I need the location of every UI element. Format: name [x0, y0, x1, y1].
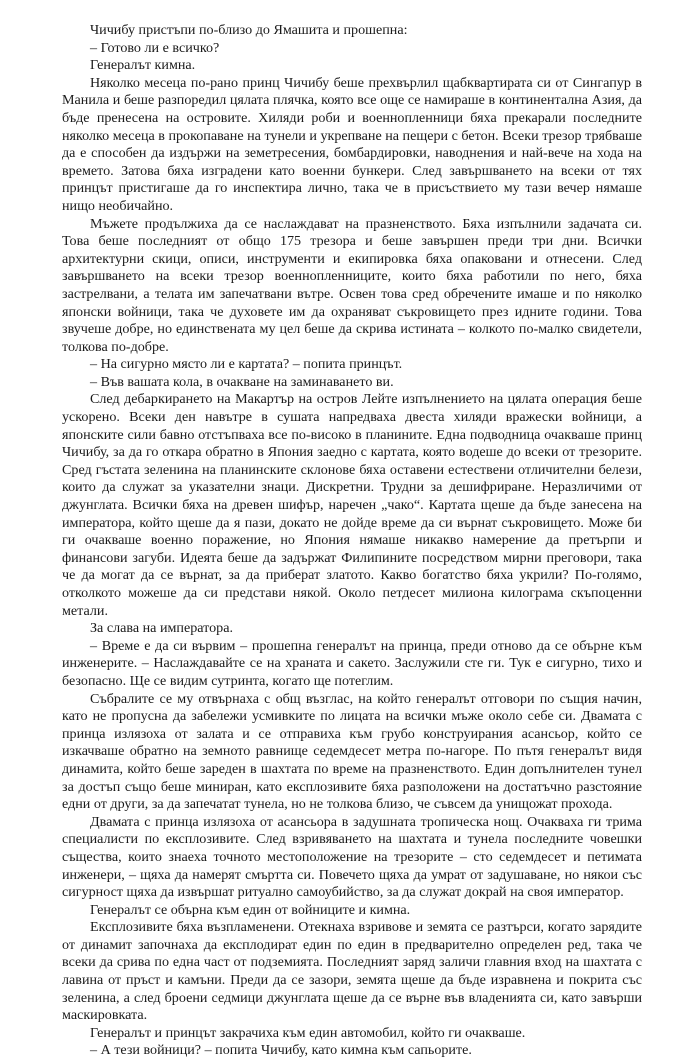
- dialogue-line: – На сигурно място ли е картата? – попита принцът.: [90, 356, 403, 373]
- paragraph: Двамата с принца излязоха от асансьора в задушната тропическа нощ. Очакваха ги трима специалисти по експлозивите. След взривяването на шахтата и тунела последните човешки същества, които знаеха точното местоположение на трезорите – сто седемдесет и петимата инженери, – щяха да намерят смъртта си. Повечето щяха да умрат от задушаване, но някои със сигурност щяха да извършат ритуално самоубийство, за да служат докрай на своя император.: [62, 813, 642, 901]
- dialogue-line: – Готово ли е всичко?: [90, 39, 220, 56]
- dialogue-line: – Време е да си вървим – прошепна генералът на принца, преди отново да се обърне към инженерите. – Наслаждавайте се на храната и сакето. Заслужили сте ги. Тук е сигурно, тихо и безопасно. Ще се видим сутринта, когато ще потеглим.: [62, 637, 642, 689]
- paragraph: Експлозивите бяха възпламенени. Отекнаха взривове и земята се разтърси, когато зарядите от динамит започнаха да експлодират един по един в предварително определен ред, така че всеки да срива по една част от подземията. Последният заряд заличи главния вход на шахтата с лавина от пръст и камъни. Преди да се зазори, земята щеше да бъде изравнена и покрита със зеленина, а след броени седмици джунглата щеше да се върне във владенията си, като завърши маскировката.: [62, 919, 642, 1024]
- paragraph: Мъжете продължиха да се наслаждават на празненството. Бяха изпълнили задачата си. Това беше последният от общо 175 трезора и беше завършен преди три дни. Всички архитектурни скици, описи, инструменти и екипировка бяха опаковани и отнесени. След завършването на всеки трезор военнопленниците, които бяха работили по него, бяха застрелвани, а телата им запечатвани вътре. Освен това сред обречените имаше и по няколко японски войници, така че духовете им да охраняват съкровището през идните години. Това звучеше добре, но единствената му цел беше да скрива истината – колкото по-малко свидетели, толкова по-добре.: [62, 215, 642, 355]
- document-page: [62, 22, 642, 1060]
- paragraph: След дебаркирането на Макартър на остров Лейте изпълнението на цялата операция беше ускорено. Всеки ден навътре в сушата напредваха двеста хиляди вражески войници, а японските сили бавно отстъпваха все по-високо в планините. Една подводница очакваше принц Чичибу, за да го откара обратно в Япония заедно с картата, която водеше до всеки от трезорите. Сред гъстата зеленина на планинските склонове бяха оставени естествени отличителни белези, които да служат за указателни знаци. Дискретни. Трудни за дешифриране. Неразличими от джунглата. Всички бяха на древен шифър, наречен „чако“. Картата щеше да бъде занесена на императора, който щеше да я пази, докато не дойде време да си върнат съкровището. Може би ги очакваше военно поражение, но Япония нямаше никакво намерение да претърпи и финансови загуби. Идеята беше да задържат Филипините посредством мирни преговори, така че да могат да се върнат, за да приберат златото. Какво богатство бяха укрили? По-голямо, отколкото можеше да си представи някой. Около петдесет милиона килограма скъпоценни метали.: [62, 391, 642, 619]
- paragraph: Генералът кимна.: [90, 57, 196, 74]
- paragraph: Генералът и принцът закрачиха към един автомобил, който ги очакваше.: [90, 1024, 526, 1041]
- dialogue-line: – А тези войници? – попита Чичибу, като кимна към сапьорите.: [90, 1042, 472, 1059]
- paragraph: Генералът се обърна към един от войниците и кимна.: [90, 901, 411, 918]
- dialogue-line: – Във вашата кола, в очакване на заминаването ви.: [90, 373, 394, 390]
- paragraph: За слава на императора.: [90, 620, 233, 637]
- paragraph: Чичибу пристъпи по-близо до Ямашита и прошепна:: [90, 22, 408, 38]
- paragraph: Събралите се му отвърнаха с общ възглас, на който генералът отговори по същия начин, като не пропусна да забележи усмивките по лицата на всички мъже около себе си. Двамата с принца излязоха от залата и се отправиха към грубо конструирания асансьор, който се изкачваше обратно на земното равнище седемдесет метра по-нагоре. По пътя генералът видя динамита, който беше зареден в шахтата по време на празненството. Един допълнителен тунел за достъп също беше миниран, като експлозивите бяха разположени на достатъчно разстояние едни от други, за да запечатат тунела, но не толкова близо, че съвсем да унищожат прохода.: [62, 690, 642, 813]
- paragraph: Няколко месеца по-рано принц Чичибу беше прехвърлил щабквартирата си от Сингапур в Манила и беше разпоредил цялата плячка, която все още се намираше в континентална Азия, да бъде пренесена на островите. Хиляди роби и военнопленници бяха прекарали последните няколко месеца в прокопаване на тунели и укрепване на пещери с бетон. Всеки трезор трябваше да е способен да издържи на земетресения, бомбардировки, наводнения и най-вече на хода на времето. Затова бяха изградени като военни бункери. След завършването на всеки от тях принцът пристигаше да го инспектира лично, така че в присъствието му тази вечер нямаше нищо необичайно.: [62, 74, 642, 214]
